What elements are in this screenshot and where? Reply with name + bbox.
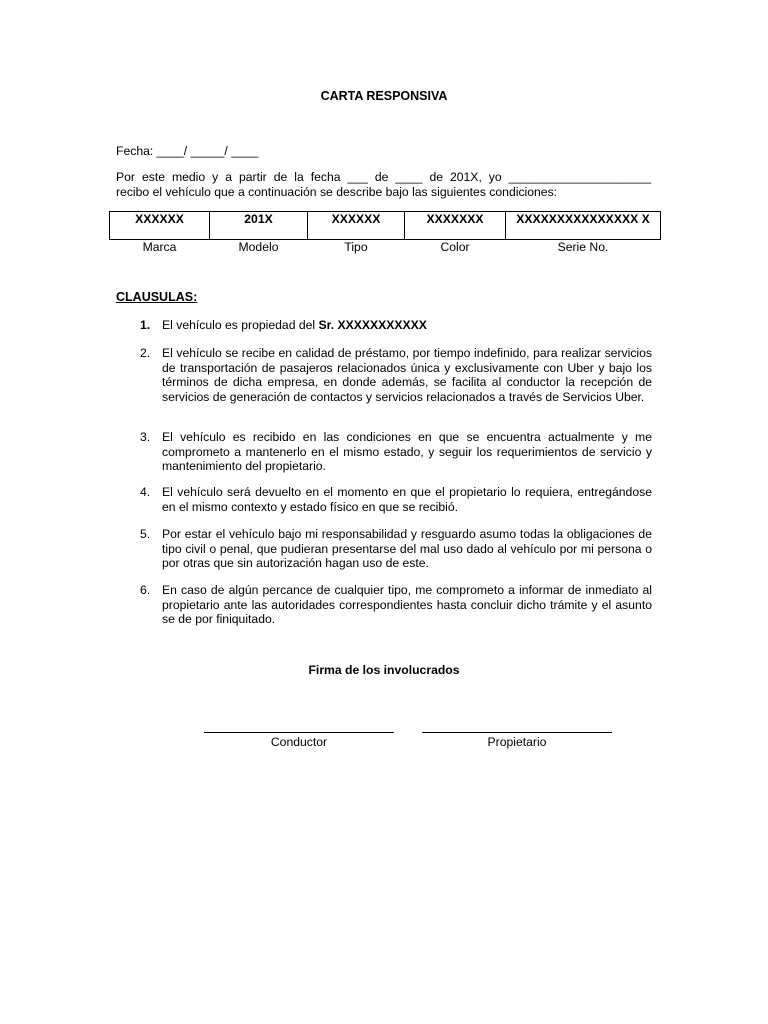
signature-line <box>204 732 394 733</box>
clause-4 <box>136 485 652 514</box>
clausulas-heading: CLAUSULAS: <box>116 290 198 304</box>
vehicle-values-row <box>110 212 661 240</box>
clause-number: 6. <box>140 583 151 597</box>
clause-text: El vehículo se recibe en calidad de préstamo, por tiempo indefinido, para realizar servicios de transportación de pasajeros relacionados única y exclusivamente con Uber y bajo los términos de dicha empresa, en donde además, se facilita al conductor la recepción de servicios de generación de contactos y servicios relacionados a través de Servicios Uber. <box>162 346 652 404</box>
clause-text: Por estar el vehículo bajo mi responsabilidad y resguardo asumo todas la obligaciones de tipo civil o penal, que pudieran presentarse del mal uso dado al vehículo por mi persona o por otras que sin autorización hagan uso de este. <box>162 527 652 570</box>
vehicle-labels-row <box>110 240 661 255</box>
vehicle-color-label: Color <box>440 240 470 254</box>
clause-6 <box>136 583 652 627</box>
vehicle-modelo-label: Modelo <box>238 240 279 254</box>
vehicle-serie-value: XXXXXXXXXXXXXXX X <box>506 212 661 240</box>
clause-number: 4. <box>140 485 151 499</box>
vehicle-serie-label: Serie No. <box>557 240 609 254</box>
clause-5 <box>136 527 652 571</box>
intro-paragraph <box>116 170 651 200</box>
date-line: Fecha: ____/ _____/ ____ <box>116 144 259 158</box>
owner-name: Sr. XXXXXXXXXXX <box>318 318 427 332</box>
clause-1 <box>136 318 652 333</box>
clause-3 <box>136 430 652 474</box>
vehicle-marca-label: Marca <box>142 240 177 254</box>
signatures-heading: Firma de los involucrados <box>308 663 460 677</box>
clause-text-plain: El vehículo es propiedad del <box>162 318 319 332</box>
clause-number: 5. <box>140 527 151 541</box>
clause-text: El vehículo será devuelto en el momento en que el propietario lo requiera, entregándose en el mismo contexto y estado físico en que se recibió. <box>162 485 652 514</box>
vehicle-table <box>109 211 661 254</box>
clause-number: 2. <box>140 346 151 360</box>
document-title: CARTA RESPONSIVA <box>320 89 448 103</box>
signature-conductor <box>204 724 394 749</box>
vehicle-color-value: XXXXXXX <box>405 212 506 240</box>
intro-line-2: recibo el vehículo que a continuación se describe bajo las siguientes condiciones: <box>116 185 558 199</box>
signature-label-conductor: Conductor <box>270 735 328 749</box>
vehicle-modelo-value: 201X <box>210 212 308 240</box>
clause-number: 1. <box>140 318 151 332</box>
signature-line <box>422 732 612 733</box>
vehicle-tipo-value: XXXXXX <box>308 212 405 240</box>
signature-propietario <box>422 724 612 749</box>
clause-text: El vehículo es recibido en las condiciones en que se encuentra actualmente y me comprometo a mantenerlo en el mismo estado, y seguir los requerimientos de servicio y mantenimiento del propietario. <box>162 430 652 473</box>
signature-label-propietario: Propietario <box>487 735 547 749</box>
intro-line-1: Por este medio y a partir de la fecha ___ de ____ de 201X, yo _____________________ <box>116 170 651 184</box>
vehicle-marca-value: XXXXXX <box>110 212 210 240</box>
clause-text <box>162 318 652 333</box>
clause-2 <box>136 346 652 404</box>
vehicle-tipo-label: Tipo <box>344 240 368 254</box>
clause-number: 3. <box>140 430 151 444</box>
clause-text: En caso de algún percance de cualquier tipo, me comprometo a informar de inmediato al propietario ante las autoridades correspondientes hasta concluir dicho trámite y el asunto se de por finiquitado. <box>162 583 652 626</box>
